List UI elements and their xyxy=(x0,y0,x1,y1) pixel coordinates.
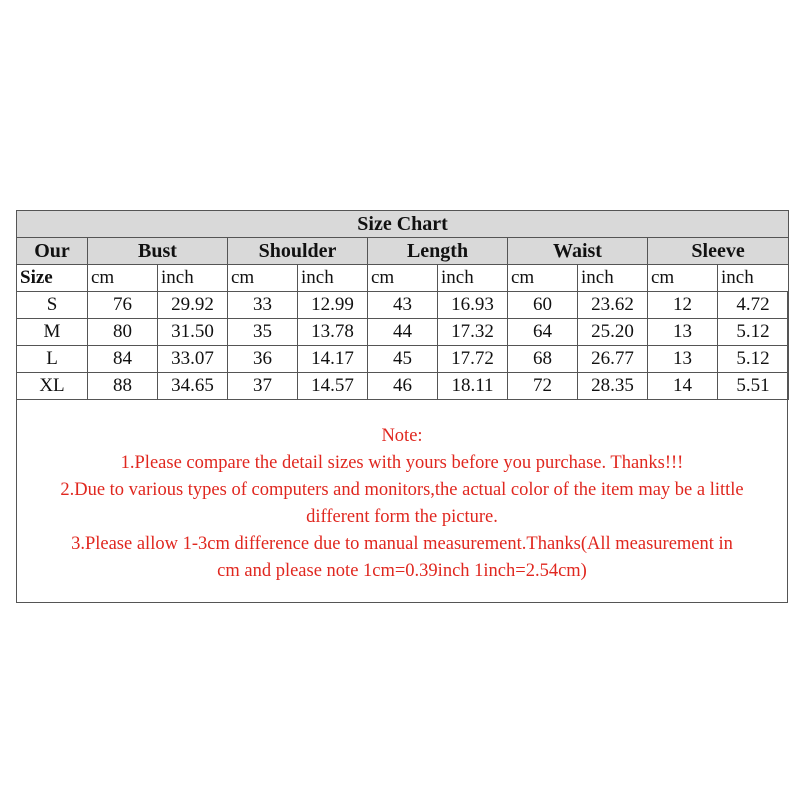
value-cell: 5.12 xyxy=(718,346,789,373)
value-cell: 33.07 xyxy=(158,346,228,373)
table-row xyxy=(17,346,789,373)
value-cell: 14.57 xyxy=(298,373,368,400)
value-cell: 4.72 xyxy=(718,292,789,319)
size-cell: M xyxy=(17,319,88,346)
value-cell: 17.32 xyxy=(438,319,508,346)
note-line: different form the picture. xyxy=(306,507,498,527)
value-cell: 44 xyxy=(368,319,438,346)
unit-label: inch xyxy=(298,265,368,292)
value-cell: 13 xyxy=(648,346,718,373)
note-heading: Note: xyxy=(381,426,423,446)
value-cell: 33 xyxy=(228,292,298,319)
note-line: cm and please note 1cm=0.39inch 1inch=2.54cm) xyxy=(217,561,587,581)
size-table xyxy=(16,210,789,400)
value-cell: 18.11 xyxy=(438,373,508,400)
size-header-size: Size xyxy=(17,265,88,292)
value-cell: 45 xyxy=(368,346,438,373)
unit-label: cm xyxy=(508,265,578,292)
note-line: 3.Please allow 1-3cm difference due to manual measurement.Thanks(All measurement in xyxy=(71,534,733,554)
value-cell: 23.62 xyxy=(578,292,648,319)
value-cell: 60 xyxy=(508,292,578,319)
value-cell: 12 xyxy=(648,292,718,319)
unit-label: cm xyxy=(648,265,718,292)
value-cell: 34.65 xyxy=(158,373,228,400)
group-header-length: Length xyxy=(368,238,508,265)
value-cell: 16.93 xyxy=(438,292,508,319)
value-cell: 14 xyxy=(648,373,718,400)
value-cell: 72 xyxy=(508,373,578,400)
unit-label: inch xyxy=(158,265,228,292)
size-chart xyxy=(16,210,788,603)
unit-label: cm xyxy=(88,265,158,292)
value-cell: 46 xyxy=(368,373,438,400)
table-row xyxy=(17,373,789,400)
group-header-shoulder: Shoulder xyxy=(228,238,368,265)
notes-section xyxy=(17,423,787,585)
size-cell: S xyxy=(17,292,88,319)
table-row xyxy=(17,319,789,346)
note-line: 1.Please compare the detail sizes with yours before you purchase. Thanks!!! xyxy=(120,453,684,473)
table-title: Size Chart xyxy=(17,211,789,238)
value-cell: 5.12 xyxy=(718,319,789,346)
unit-label: inch xyxy=(438,265,508,292)
value-cell: 13 xyxy=(648,319,718,346)
group-header-bust: Bust xyxy=(88,238,228,265)
table-row xyxy=(17,292,789,319)
value-cell: 43 xyxy=(368,292,438,319)
unit-label: inch xyxy=(578,265,648,292)
value-cell: 88 xyxy=(88,373,158,400)
value-cell: 37 xyxy=(228,373,298,400)
value-cell: 12.99 xyxy=(298,292,368,319)
unit-label: cm xyxy=(228,265,298,292)
size-cell: XL xyxy=(17,373,88,400)
group-header-sleeve: Sleeve xyxy=(648,238,789,265)
unit-label: inch xyxy=(718,265,789,292)
value-cell: 13.78 xyxy=(298,319,368,346)
size-header-our: Our xyxy=(17,238,88,265)
value-cell: 17.72 xyxy=(438,346,508,373)
value-cell: 36 xyxy=(228,346,298,373)
group-header-waist: Waist xyxy=(508,238,648,265)
value-cell: 26.77 xyxy=(578,346,648,373)
value-cell: 64 xyxy=(508,319,578,346)
value-cell: 80 xyxy=(88,319,158,346)
value-cell: 35 xyxy=(228,319,298,346)
value-cell: 84 xyxy=(88,346,158,373)
note-line: 2.Due to various types of computers and monitors,the actual color of the item may be a little xyxy=(60,480,744,500)
size-cell: L xyxy=(17,346,88,373)
unit-label: cm xyxy=(368,265,438,292)
value-cell: 5.51 xyxy=(718,373,789,400)
value-cell: 31.50 xyxy=(158,319,228,346)
value-cell: 29.92 xyxy=(158,292,228,319)
value-cell: 14.17 xyxy=(298,346,368,373)
value-cell: 68 xyxy=(508,346,578,373)
value-cell: 76 xyxy=(88,292,158,319)
value-cell: 25.20 xyxy=(578,319,648,346)
value-cell: 28.35 xyxy=(578,373,648,400)
